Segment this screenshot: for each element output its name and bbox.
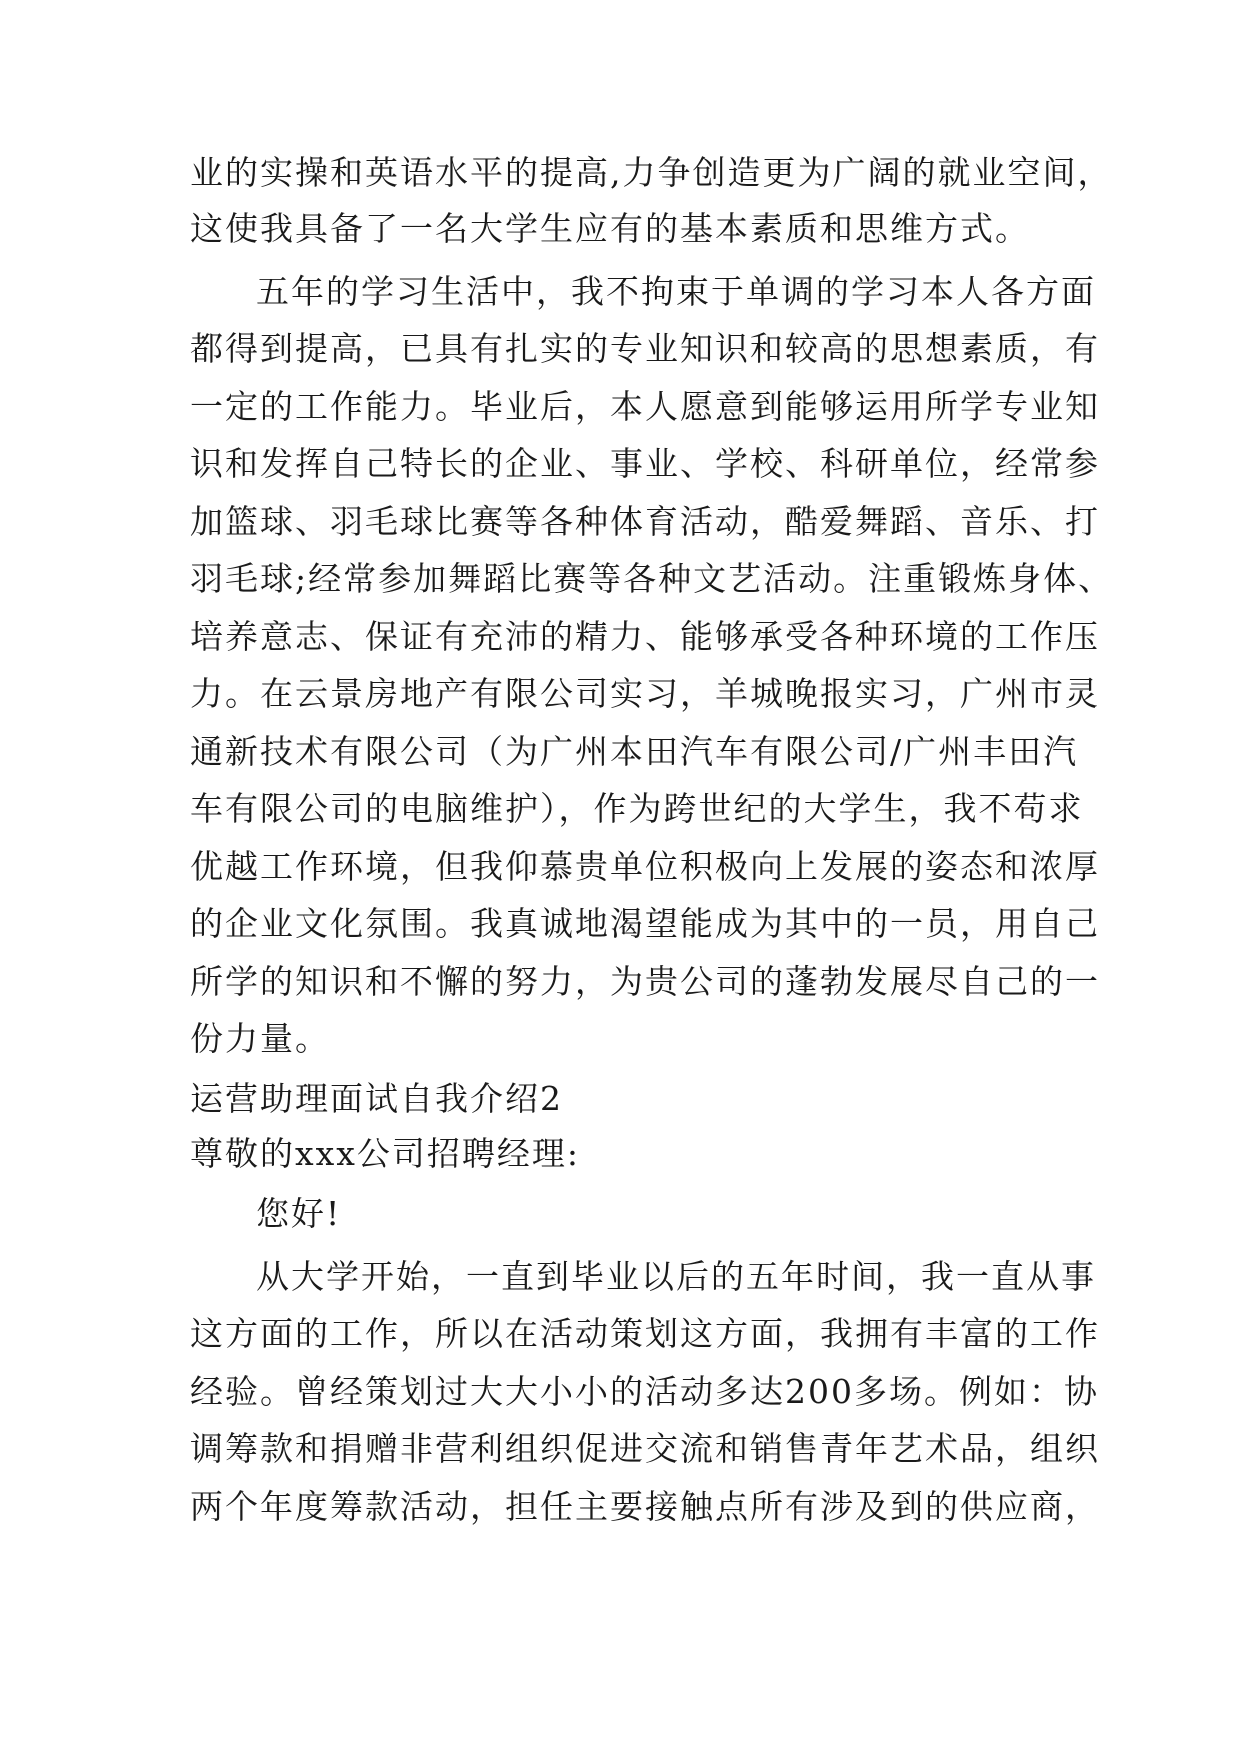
paragraph-line: 所学的知识和不懈的努力，为贵公司的蓬勃发展尽自己的一 (190, 962, 1100, 1001)
section-heading: 运营助理面试自我介绍2 (190, 1079, 563, 1118)
paragraph-line: 通新技术有限公司（为广州本田汽车有限公司/广州丰田汽 (190, 732, 1079, 771)
paragraph-line: 一定的工作能力。毕业后，本人愿意到能够运用所学专业知 (190, 387, 1100, 426)
paragraph-line: 加篮球、羽毛球比赛等各种体育活动，酷爱舞蹈、音乐、打 (190, 502, 1100, 541)
paragraph-line: 优越工作环境，但我仰慕贵单位积极向上发展的姿态和浓厚 (190, 847, 1100, 886)
paragraph-line: 这方面的工作，所以在活动策划这方面，我拥有丰富的工作 (190, 1314, 1100, 1353)
paragraph-line: 从大学开始，一直到毕业以后的五年时间，我一直从事 (256, 1257, 1096, 1296)
paragraph-line: 份力量。 (190, 1019, 330, 1058)
paragraph-line: 经验。曾经策划过大大小小的活动多达200多场。例如：协 (190, 1372, 1099, 1411)
paragraph-line: 这使我具备了一名大学生应有的基本素质和思维方式。 (190, 209, 1030, 248)
paragraph-line: 业的实操和英语水平的提高,力争创造更为广阔的就业空间， (190, 153, 1113, 192)
paragraph-line: 的企业文化氛围。我真诚地渴望能成为其中的一员，用自己 (190, 904, 1100, 943)
paragraph-line: 力。在云景房地产有限公司实习，羊城晚报实习，广州市灵 (190, 674, 1100, 713)
paragraph-line: 羽毛球;经常参加舞蹈比赛等各种文艺活动。注重锻炼身体、 (190, 559, 1114, 598)
salutation: 尊敬的xxx公司招聘经理: (190, 1134, 580, 1173)
paragraph-line: 五年的学习生活中，我不拘束于单调的学习本人各方面 (256, 272, 1096, 311)
paragraph-line: 培养意志、保证有充沛的精力、能够承受各种环境的工作压 (190, 617, 1100, 656)
paragraph-line: 都得到提高，已具有扎实的专业知识和较高的思想素质，有 (190, 329, 1100, 368)
paragraph-line: 识和发挥自己特长的企业、事业、学校、科研单位，经常参 (190, 444, 1100, 483)
paragraph-line: 调筹款和捐赠非营利组织促进交流和销售青年艺术品，组织 (190, 1429, 1100, 1468)
paragraph-line: 两个年度筹款活动，担任主要接触点所有涉及到的供应商， (190, 1487, 1100, 1526)
greeting: 您好! (256, 1194, 342, 1233)
paragraph-line: 车有限公司的电脑维护），作为跨世纪的大学生，我不苟求 (190, 789, 1084, 828)
